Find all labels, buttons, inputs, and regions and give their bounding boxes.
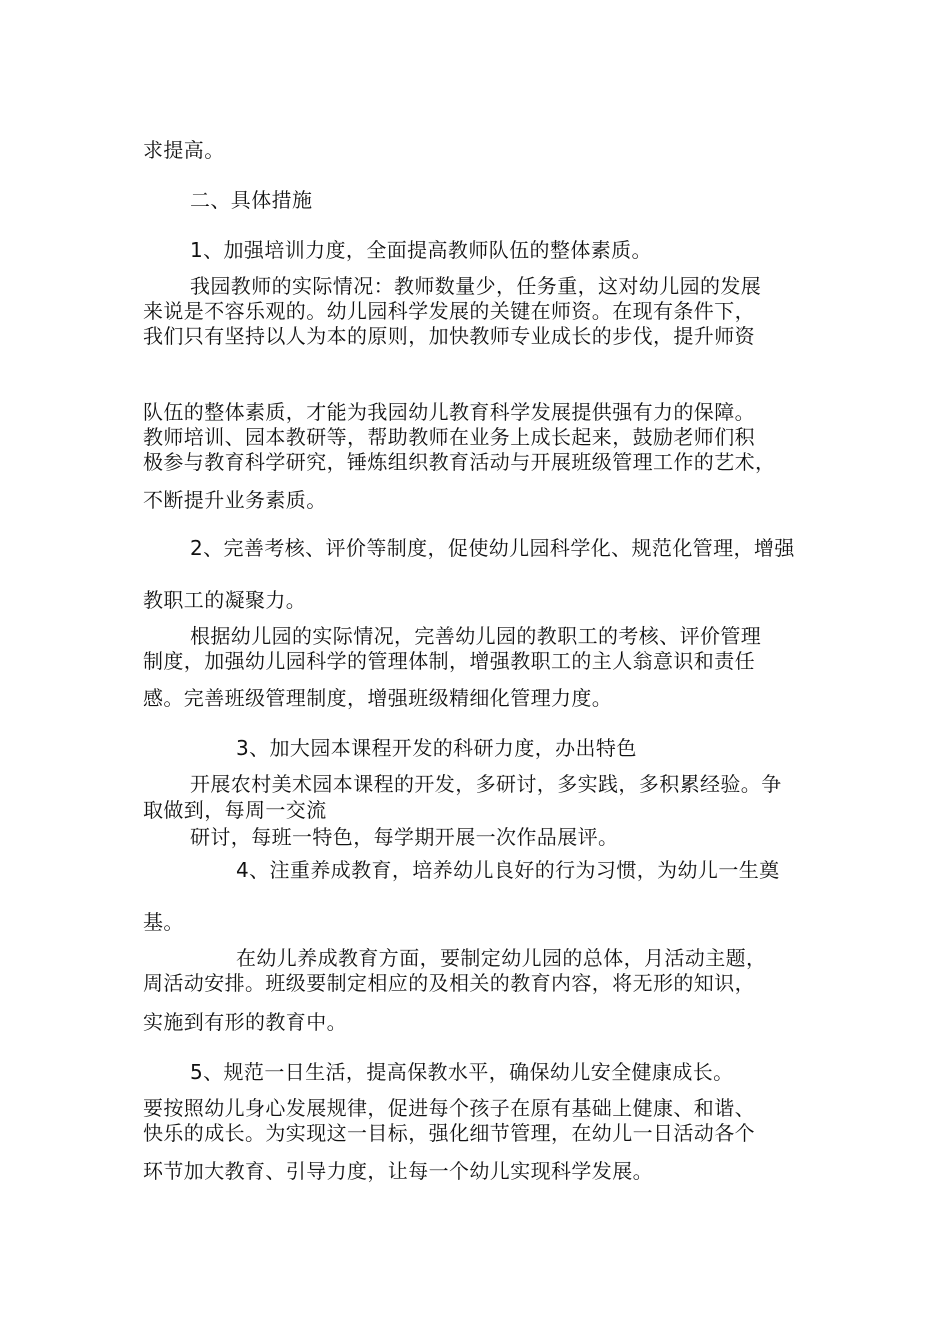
paragraph-line: 来说是不容乐观的。幼儿园科学发展的关键在师资。在现有条件下， [143, 299, 755, 323]
item-heading-2: 2、完善考核、评价等制度，促使幼儿园科学化、规范化管理，增强 [190, 536, 795, 560]
item-heading-3: 3、加大园本课程开发的科研力度，办出特色 [236, 736, 637, 760]
section-heading: 二、具体措施 [190, 188, 313, 212]
paragraph-line: 求提高。 [143, 138, 225, 162]
paragraph-line: 感。完善班级管理制度，增强班级精细化管理力度。 [143, 686, 613, 710]
paragraph-line: 周活动安排。班级要制定相应的及相关的教育内容，将无形的知识， [143, 971, 755, 995]
paragraph-line: 我园教师的实际情况：教师数量少，任务重，这对幼儿园的发展 [190, 274, 762, 298]
paragraph-line: 实施到有形的教育中。 [143, 1010, 347, 1034]
item-heading-4: 4、注重养成教育，培养幼儿良好的行为习惯，为幼儿一生奠 [236, 858, 780, 882]
paragraph-line: 我们只有坚持以人为本的原则，加快教师专业成长的步伐，提升师资 [143, 324, 755, 348]
paragraph-line: 要按照幼儿身心发展规律，促进每个孩子在原有基础上健康、和谐、 [143, 1096, 755, 1120]
paragraph-line: 根据幼儿园的实际情况，完善幼儿园的教职工的考核、评价管理 [190, 624, 762, 648]
paragraph-line: 在幼儿养成教育方面，要制定幼儿园的总体，月活动主题， [236, 946, 767, 970]
item-heading-2-cont: 教职工的凝聚力。 [143, 588, 307, 612]
paragraph-line: 制度，加强幼儿园科学的管理体制，增强教职工的主人翁意识和责任 [143, 649, 755, 673]
paragraph-line: 不断提升业务素质。 [143, 488, 327, 512]
item-heading-4-cont: 基。 [143, 910, 184, 934]
paragraph-line: 教师培训、园本教研等，帮助教师在业务上成长起来，鼓励老师们积 [143, 425, 755, 449]
item-heading-1: 1、加强培训力度，全面提高教师队伍的整体素质。 [190, 238, 652, 262]
paragraph-line: 开展农村美术园本课程的开发，多研讨，多实践，多积累经验。争 [190, 772, 782, 796]
paragraph-line: 取做到，每周一交流 [143, 798, 327, 822]
paragraph-line: 研讨，每班一特色，每学期开展一次作品展评。 [190, 825, 619, 849]
item-heading-5: 5、规范一日生活，提高保教水平，确保幼儿安全健康成长。 [190, 1060, 734, 1084]
paragraph-line: 极参与教育科学研究，锤炼组织教育活动与开展班级管理工作的艺术， [143, 450, 776, 474]
paragraph-line: 队伍的整体素质，才能为我园幼儿教育科学发展提供强有力的保障。 [143, 400, 755, 424]
paragraph-line: 环节加大教育、引导力度，让每一个幼儿实现科学发展。 [143, 1159, 653, 1183]
paragraph-line: 快乐的成长。为实现这一目标，强化细节管理，在幼儿一日活动各个 [143, 1121, 755, 1145]
